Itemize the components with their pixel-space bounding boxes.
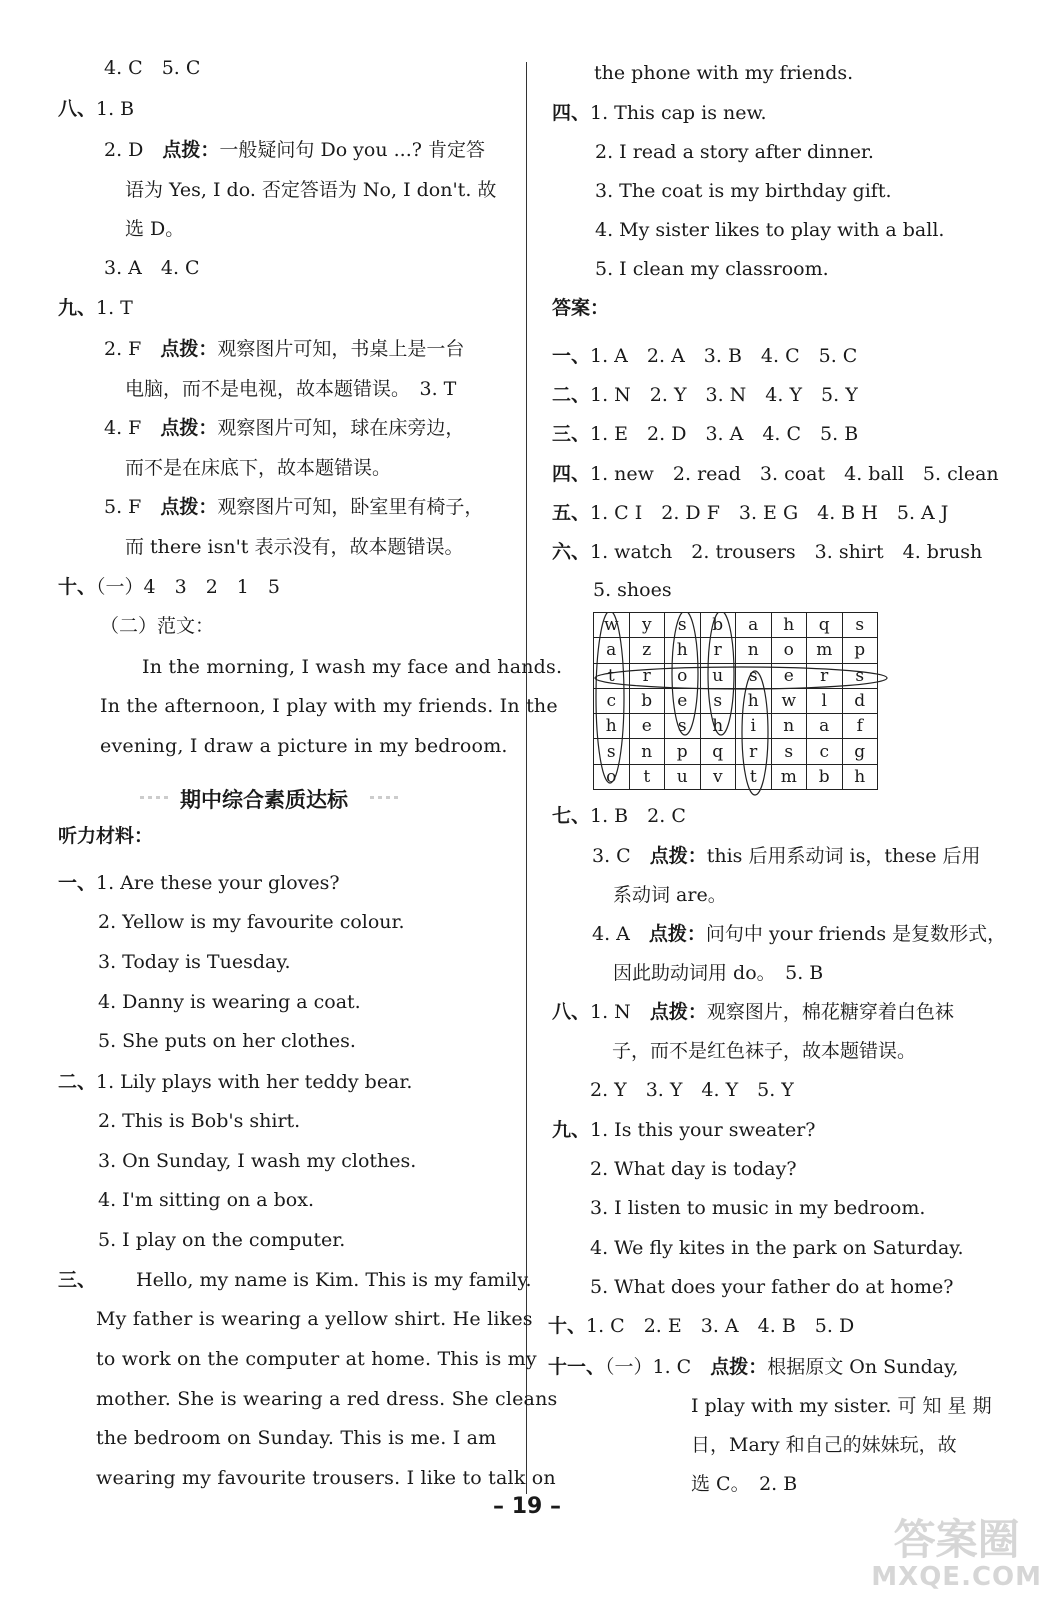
answer-line: 1. T [96,297,133,319]
section-mark: 一、 [552,345,591,367]
script-line: 2. Yellow is my favourite colour. [98,911,405,933]
grid-cell: e [665,688,701,713]
grid-cell: s [700,688,736,713]
grid-cell: b [629,688,665,713]
section-mark: 三、 [58,1269,97,1291]
answer-section-4 [552,462,999,486]
grid-cell: r [700,638,736,663]
grid-cell: z [629,638,665,663]
listen-section-4 [552,101,767,125]
answer-number: （一）1. C [605,1356,711,1378]
grid-cell: o [771,638,807,663]
answer-line: 2. What day is today? [590,1158,797,1180]
section-mark: 十、 [58,576,97,598]
passage-line: wearing my favourite trousers. I like to talk on [96,1467,556,1489]
grid-cell: h [665,638,701,663]
grid-cell: b [700,613,736,638]
hint-text: 电脑，而不是电视，故本题错误。 3. T [125,378,457,400]
answer-line [592,844,981,868]
hint-label: 点拨： [162,139,220,161]
grid-cell: n [771,714,807,739]
essay-line: In the morning, I wash my face and hands. [142,656,563,678]
answer-number: 2. F [104,338,161,360]
hint-text: 根据原文 On Sunday, [767,1356,959,1378]
grid-cell: i [736,714,772,739]
grid-cell: h [771,613,807,638]
script-line: 4. My sister likes to play with a ball. [595,219,945,241]
answer-section-11 [548,1355,958,1379]
hint-text: 一般疑问句 Do you ...? 肯定答 [219,139,485,161]
grid-cell: e [771,663,807,688]
answer-line: 1. N 2. Y 3. N 4. Y 5. Y [590,384,858,406]
grid-cell: t [594,663,630,688]
answer-line: 1. C 2. E 3. A 4. B 5. D [586,1315,855,1337]
answer-line: 1. Is this your sweater? [590,1119,816,1141]
grid-cell: w [771,688,807,713]
hint-text: 语为 Yes, I do. 否定答语为 No, I don't. 故 [125,179,497,201]
grid-cell: h [842,764,878,789]
page-section-title: 期中综合素质达标 [180,788,348,812]
grid-cell: u [665,764,701,789]
grid-cell: s [842,613,878,638]
grid-cell: m [771,764,807,789]
grid-cell: s [842,663,878,688]
answer-line: （一）4 3 2 1 5 [96,576,280,598]
section-mark: 十一、 [548,1356,606,1378]
passage-line: to work on the computer at home. This is my [96,1348,537,1370]
section-8 [58,97,134,121]
answer-number: 4. F [104,417,161,439]
hint-label: 点拨： [649,845,707,867]
answer-line: 5. shoes [593,579,672,601]
grid-cell: s [665,613,701,638]
section-mark: 二、 [58,1071,97,1093]
grid-cell: n [736,638,772,663]
passage-line: mother. She is wearing a red dress. She cleans [96,1388,558,1410]
grid-cell: b [807,764,843,789]
grid-cell: g [842,739,878,764]
section-mark: 七、 [552,805,591,827]
answer-line: 1. new 2. read 3. coat 4. ball 5. clean [590,463,999,485]
grid-cell: u [700,663,736,688]
section-mark: 九、 [552,1119,591,1141]
script-line: 5. She puts on her clothes. [98,1030,356,1052]
section-mark: 八、 [552,1001,591,1023]
grid-cell: o [594,764,630,789]
grid-cell: a [594,638,630,663]
script-line: 5. I clean my classroom. [595,258,829,280]
script-line: 5. I play on the computer. [98,1229,346,1251]
script-line: 3. On Sunday, I wash my clothes. [98,1150,417,1172]
grid-cell: l [807,688,843,713]
grid-cell: w [594,613,630,638]
grid-cell: v [700,764,736,789]
grid-cell: s [665,714,701,739]
answer-number: 4. A [592,923,649,945]
section-mark: 二、 [552,384,591,406]
grid-cell: d [842,688,878,713]
answer-section-8 [552,1000,954,1024]
script-line: 1. This cap is new. [590,102,767,124]
hint-text: 子，而不是红色袜子，故本题错误。 [612,1040,917,1062]
listen-section-1 [58,871,340,895]
grid-row [594,638,878,663]
listen-section-2 [58,1070,412,1094]
hint-label: 点拨： [710,1356,768,1378]
section-10 [58,575,280,599]
grid-cell: n [629,739,665,764]
hint-text: I play with my sister. 可 知 星 期 [691,1395,992,1417]
hint-text: 观察图片可知，书桌上是一台 [217,338,465,360]
grid-cell: e [629,714,665,739]
hint-text: 而 there isn't 表示没有，故本题错误。 [125,536,464,558]
hint-text: 观察图片，棉花糖穿着白色袜 [706,1001,954,1023]
grid-cell: a [807,714,843,739]
answer-line: 3. I listen to music in my bedroom. [590,1197,926,1219]
grid-cell: p [665,739,701,764]
essay-line: In the afternoon, I play with my friends. In the [100,695,558,717]
grid-row [594,739,878,764]
answer-line: 1. E 2. D 3. A 4. C 5. B [590,423,859,445]
grid-cell: f [842,714,878,739]
hint-text: 观察图片可知，卧室里有椅子， [217,496,484,518]
listen-section-3 [58,1268,532,1292]
answer-line [592,922,1006,946]
answer-line: 1. B [96,98,135,120]
answer-section-6 [552,540,982,564]
hint-label: 点拨： [160,417,218,439]
passage-line: Hello, my name is Kim. This is my family. [136,1269,532,1291]
sample-label: （二）范文： [100,615,215,637]
answer-section-9 [552,1118,815,1142]
hint-text: 日，Mary 和自己的妹妹玩，故 [691,1434,957,1456]
section-mark: 三、 [552,423,591,445]
hint-text: this 后用系动词 is，these 后用 [706,845,981,867]
hint-label: 点拨： [160,496,218,518]
watermark-site: MXQE.COM [871,1562,1042,1592]
grid-cell: t [736,764,772,789]
grid-cell: a [736,613,772,638]
answer-line [104,138,485,162]
answer-number: 1. N [590,1001,650,1023]
answer-section-3 [552,422,858,446]
section-9 [58,296,133,320]
section-mark: 五、 [552,502,591,524]
section-mark: 八、 [58,98,97,120]
grid-cell: p [842,638,878,663]
hint-label: 点拨： [649,1001,707,1023]
answer-line: 3. A 4. C [104,257,200,279]
script-line: 2. I read a story after dinner. [595,141,874,163]
answer-line: 1. B 2. C [590,805,686,827]
script-line: 4. Danny is wearing a coat. [98,991,361,1013]
hint-text: 观察图片可知，球在床旁边， [217,417,465,439]
answer-section-10 [548,1314,854,1338]
answer-line: 1. watch 2. trousers 3. shirt 4. brush [590,541,983,563]
answer-section-1 [552,344,857,368]
grid-cell: r [807,663,843,688]
essay-line: evening, I draw a picture in my bedroom. [100,735,508,757]
section-mark: 九、 [58,297,97,319]
answer-line: 4. We fly kites in the park on Saturday. [590,1237,964,1259]
hint-text: 问句中 your friends 是复数形式， [705,923,1007,945]
grid-cell: r [736,739,772,764]
watermark [871,1515,1042,1592]
grid-row [594,714,878,739]
grid-cell: h [594,714,630,739]
title-decoration [140,796,170,799]
hint-text: 而不是在床底下，故本题错误。 [125,457,392,479]
grid-cell: c [807,739,843,764]
passage-line: My father is wearing a yellow shirt. He likes [96,1308,533,1330]
grid-cell: s [594,739,630,764]
grid-cell: s [736,663,772,688]
hint-label: 点拨： [160,338,218,360]
grid-cell: t [629,764,665,789]
grid-row [594,613,878,638]
section-mark: 六、 [552,541,591,563]
grid-cell: q [700,739,736,764]
script-line: 2. This is Bob's shirt. [98,1110,301,1132]
grid-cell: q [807,613,843,638]
answer-line [104,416,464,440]
answer-line: 4. C 5. C [104,57,201,79]
answer-line: 2. Y 3. Y 4. Y 5. Y [590,1079,794,1101]
grid-row [594,663,878,688]
grid-cell: s [771,739,807,764]
answer-section-2 [552,383,858,407]
answer-section-5 [552,501,948,525]
grid-cell: r [629,663,665,688]
grid-cell: y [629,613,665,638]
grid-cell: h [736,688,772,713]
section-mark: 十、 [548,1315,587,1337]
answer-line: 5. What does your father do at home? [590,1276,954,1298]
hint-text: 选 C。 2. B [691,1473,798,1495]
answer-line: 1. C I 2. D F 3. E G 4. B H 5. A J [590,502,949,524]
hint-text: 因此助动词用 do。 5. B [613,962,824,984]
script-line: the phone with my friends. [594,62,854,84]
grid-row [594,764,878,789]
word-search-grid [593,612,878,790]
section-mark: 四、 [552,463,591,485]
script-line: 3. The coat is my birthday gift. [595,180,892,202]
script-line: 1. Are these your gloves? [96,872,340,894]
answer-number: 3. C [592,845,650,867]
grid-cell: m [807,638,843,663]
watermark-logo: 答案圈 [893,1515,1020,1564]
answer-line [104,337,464,361]
answer-line [104,495,483,519]
grid-cell: h [700,714,736,739]
page-number: – 19 – [493,1494,561,1519]
section-mark: 四、 [552,102,591,124]
answer-number: 2. D [104,139,163,161]
grid-row [594,688,878,713]
passage-line: the bedroom on Sunday. This is me. I am [96,1427,497,1449]
hint-text: 选 D。 [125,218,185,240]
answer-label: 答案： [552,297,610,319]
script-line: 1. Lily plays with her teddy bear. [96,1071,413,1093]
hint-text: 系动词 are。 [613,884,727,906]
script-line: 3. Today is Tuesday. [98,951,291,973]
script-line: 4. I'm sitting on a box. [98,1189,315,1211]
listening-label: 听力材料： [58,825,154,847]
section-mark: 一、 [58,872,97,894]
title-decoration [370,796,400,799]
hint-label: 点拨： [648,923,706,945]
grid-cell: o [665,663,701,688]
answer-line: 1. A 2. A 3. B 4. C 5. C [590,345,858,367]
answer-number: 5. F [104,496,161,518]
grid-cell: c [594,688,630,713]
answer-section-7 [552,804,686,828]
